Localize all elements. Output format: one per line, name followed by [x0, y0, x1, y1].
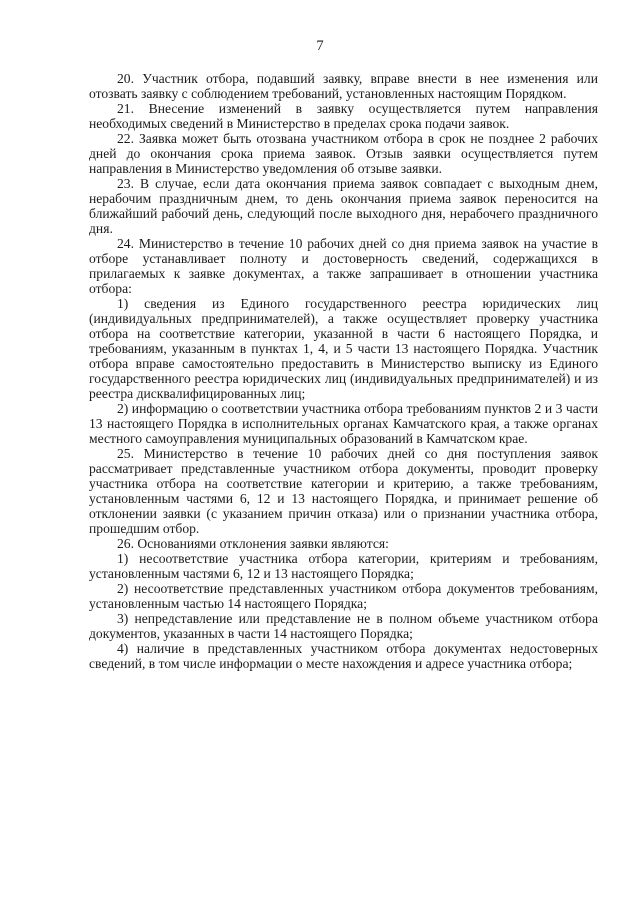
paragraph-26: 26. Основаниями отклонения заявки являются: — [117, 536, 389, 551]
paragraph-24: 24. Министерство в течение 10 рабочих дней со дня приема заявок на участие в отборе устанавливает полноту и достоверность сведений, содержащихся в прилагаемых к заявке документах, а также запрашивает в отношении участника отбора: — [89, 236, 598, 296]
paragraph-26-item-1: 1) несоответствие участника отбора категории, критериям и требованиям, установленным частями 6, 12 и 13 настоящего Порядка; — [89, 551, 598, 581]
paragraph-20: 20. Участник отбора, подавший заявку, вправе внести в нее изменения или отозвать заявку с соблюдением требований, установленных настоящим Порядком. — [89, 71, 598, 101]
paragraph-21: 21. Внесение изменений в заявку осуществляется путем направления необходимых сведений в Министерство в пределах срока подачи заявок. — [89, 101, 598, 131]
paragraph-24-item-1: 1) сведения из Единого государственного реестра юридических лиц (индивидуальных предпринимателей), а также осуществляет проверку участника отбора на соответствие категории, указанной в части 6 настоящего Порядка, и требованиям, указанным в пунктах 1, 4, и 5 части 13 настоящего Порядка. Участник отбора вправе самостоятельно предоставить в Министерство выписку из Единого государственного реестра юридических лиц (индивидуальных предпринимателей) и из реестра дисквалифицированных лиц; — [89, 296, 598, 401]
paragraph-26-item-4: 4) наличие в представленных участником отбора документах недостоверных сведений, в том числе информации о месте нахождения и адресе участника отбора; — [89, 641, 598, 671]
page-number: 7 — [316, 38, 324, 54]
paragraph-24-item-2: 2) информацию о соответствии участника отбора требованиям пунктов 2 и 3 части 13 настоящего Порядка в исполнительных органах Камчатского края, а также органах местного самоуправления муниципальных образований в Камчатском крае. — [89, 401, 598, 446]
document-body — [89, 71, 598, 671]
paragraph-23: 23. В случае, если дата окончания приема заявок совпадает с выходным днем, нерабочим праздничным днем, то день окончания приема заявок переносится на ближайший рабочий день, следующий после выходного дня, нерабочего праздничного дня. — [89, 176, 598, 236]
paragraph-26-item-3: 3) непредставление или представление не в полном объеме участником отбора документов, указанных в части 14 настоящего Порядка; — [89, 611, 598, 641]
paragraph-26-item-2: 2) несоответствие представленных участником отбора документов требованиям, установленным частью 14 настоящего Порядка; — [89, 581, 598, 611]
paragraph-22: 22. Заявка может быть отозвана участником отбора в срок не позднее 2 рабочих дней до окончания срока приема заявок. Отзыв заявки осуществляется путем направления в Министерство уведомления об отзыве заявки. — [89, 131, 598, 176]
paragraph-25: 25. Министерство в течение 10 рабочих дней со дня поступления заявок рассматривает представленные участником отбора документы, проводит проверку участника отбора на соответствие категории и критерию, а также требованиям, установленным частями 6, 12 и 13 настоящего Порядка, и принимает решение об отклонении заявки (с указанием причин отказа) или о признании участника отбора, прошедшим отбор. — [89, 446, 598, 536]
